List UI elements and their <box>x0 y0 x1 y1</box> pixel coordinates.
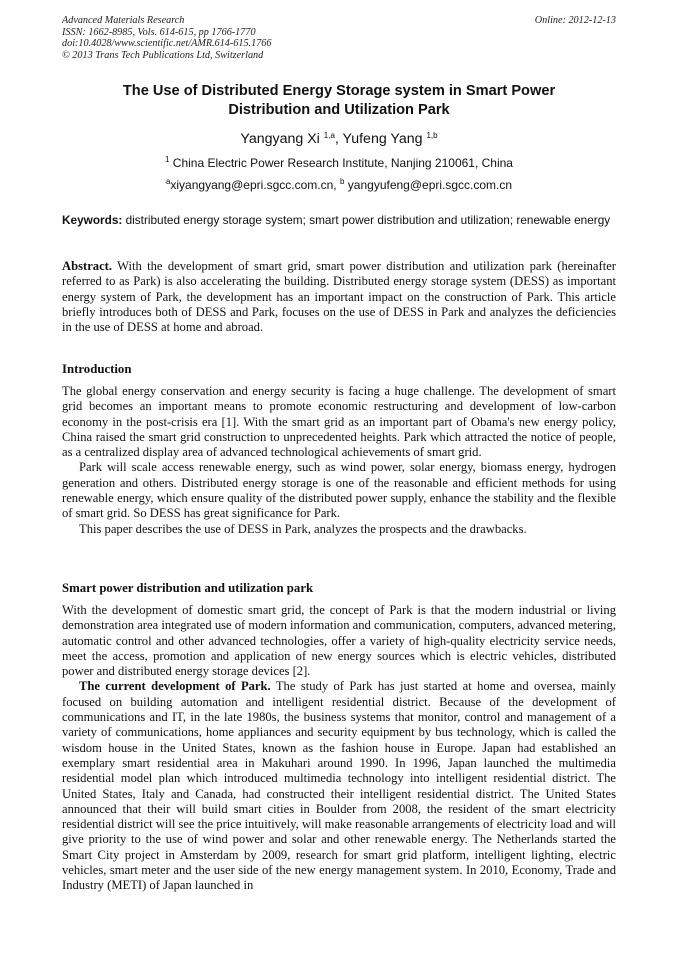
introduction-heading: Introduction <box>62 362 132 376</box>
smart-park-paragraph-2 <box>62 679 616 893</box>
keywords-label: Keywords: <box>62 213 123 227</box>
author-list <box>62 130 616 148</box>
title-line-2: Distribution and Utilization Park <box>228 101 450 118</box>
author-1-affiliation: 1,a <box>323 131 335 140</box>
abstract <box>62 259 616 335</box>
affiliation-number: 1 <box>165 155 170 164</box>
author-emails <box>62 177 616 193</box>
keywords <box>62 213 616 228</box>
introduction-body <box>62 384 616 537</box>
journal-header <box>62 15 616 61</box>
smart-park-heading: Smart power distribution and utilization park <box>62 581 314 595</box>
author-2-affiliation: 1,b <box>426 131 438 140</box>
email-a-marker: a <box>165 177 171 186</box>
email-a[interactable]: xiyangyang@epri.sgcc.com.cn, <box>170 178 337 192</box>
paper-title <box>62 82 616 119</box>
copyright-line: © 2013 Trans Tech Publications Ltd, Switzerland <box>62 49 264 61</box>
intro-paragraph-2: Park will scale access renewable energy, such as wind power, solar energy, biomass energy, hydrogen generation and others. Distributed energy storage is one of the reasonable and efficient methods for using renewable energy, which ensure quality of the distributed power supply, enhance the stability and the flexible of smart grid. So DESS has great significance for Park. <box>62 460 616 521</box>
smart-park-body <box>62 603 616 894</box>
doi-line: doi:10.4028/www.scientific.net/AMR.614-615.1766 <box>62 38 272 50</box>
email-b-marker: b <box>340 177 345 186</box>
affiliation-text: China Electric Power Research Institute, Nanjing 210061, China <box>172 156 513 170</box>
online-date: Online: 2012-12-13 <box>534 15 616 26</box>
intro-paragraph-3: This paper describes the use of DESS in Park, analyzes the prospects and the drawbacks. <box>79 521 527 536</box>
current-development-text: The study of Park has just started at home and oversea, mainly focused on building automation and intelligent residential district. Because of the development of communications and IT, in the late 1980s, the business systems that monitor, control and management of a variety of communications, home appliances and security equipment by bus technology, which is called the wisdom house in the United States, known as the fashion house in Europe. Japan had established an exemplary smart residential area in Makuhari around 1990. In 1996, Japan launched the multimedia residential model plan which introduced multimedia technology into intelligent residential district. The United States, Italy and Canada, had constructed their intelligent residential district. The United States announced that their will build smart cities in Boulder from 2008, the resident of the smart electricity residential district will see the price intuitively, will make reasonable arrangements of electricity load and will give priority to the use of wind power and solar and other renewable energy. The Netherlands started the Smart City project in Amsterdam by 2009, research for smart grid platform, intelligent lighting, electric vehicles, smart meter and the user side of the new energy management system. In 2010, Economy, Trade and Industry (METI) of Japan launched in <box>62 679 617 893</box>
current-development-lead: The current development of Park. <box>79 679 271 694</box>
author-2: Yufeng Yang <box>342 131 423 147</box>
title-line-1: The Use of Distributed Energy Storage system in Smart Power <box>122 83 556 99</box>
author-separator: , <box>334 131 343 147</box>
intro-paragraph-1: The global energy conservation and energy security is facing a huge challenge. The development of smart grid becomes an important means to promote economic restructuring and development of low-carbon economy in the post-crisis era [1]. With the smart grid as an important part of Obama's new energy policy, China raised the smart grid construction to unprecedented heights. Park which attracted the notice of people, as a centralized display area of advanced technological achievements of smart grid. <box>62 384 616 460</box>
email-b[interactable]: yangyufeng@epri.sgcc.com.cn <box>347 178 513 192</box>
abstract-label: Abstract. <box>62 259 113 273</box>
author-1: Yangyang Xi <box>240 131 320 147</box>
keywords-text: distributed energy storage system; smart power distribution and utilization; renewable energy <box>125 213 611 227</box>
issn-line: ISSN: 1662-8985, Vols. 614-615, pp 1766-1770 <box>62 26 256 38</box>
abstract-text: With the development of smart grid, smart power distribution and utilization park (hereinafter referred to as Park) is also accelerating the building. Distributed energy storage system (DESS) as important energy system of Park, the development has an important impact on the construction of Park. This article briefly introduces both of DESS and Park, focuses on the use of DESS in Park and analyzes the deficiencies in the use of DESS at home and abroad. <box>62 259 617 335</box>
journal-name: Advanced Materials Research <box>62 15 185 26</box>
smart-park-paragraph-1: With the development of domestic smart grid, the concept of Park is that the modern industrial or living demonstration area integrated use of modern information and communication, computers, advanced metering, automatic control and other advanced technologies, offer a variety of high-quality electricity service needs, meet the access, promotion and application of new energy sources which is electric vehicles, distributed power and distributed energy storage devices [2]. <box>62 603 616 679</box>
affiliation <box>62 155 616 171</box>
